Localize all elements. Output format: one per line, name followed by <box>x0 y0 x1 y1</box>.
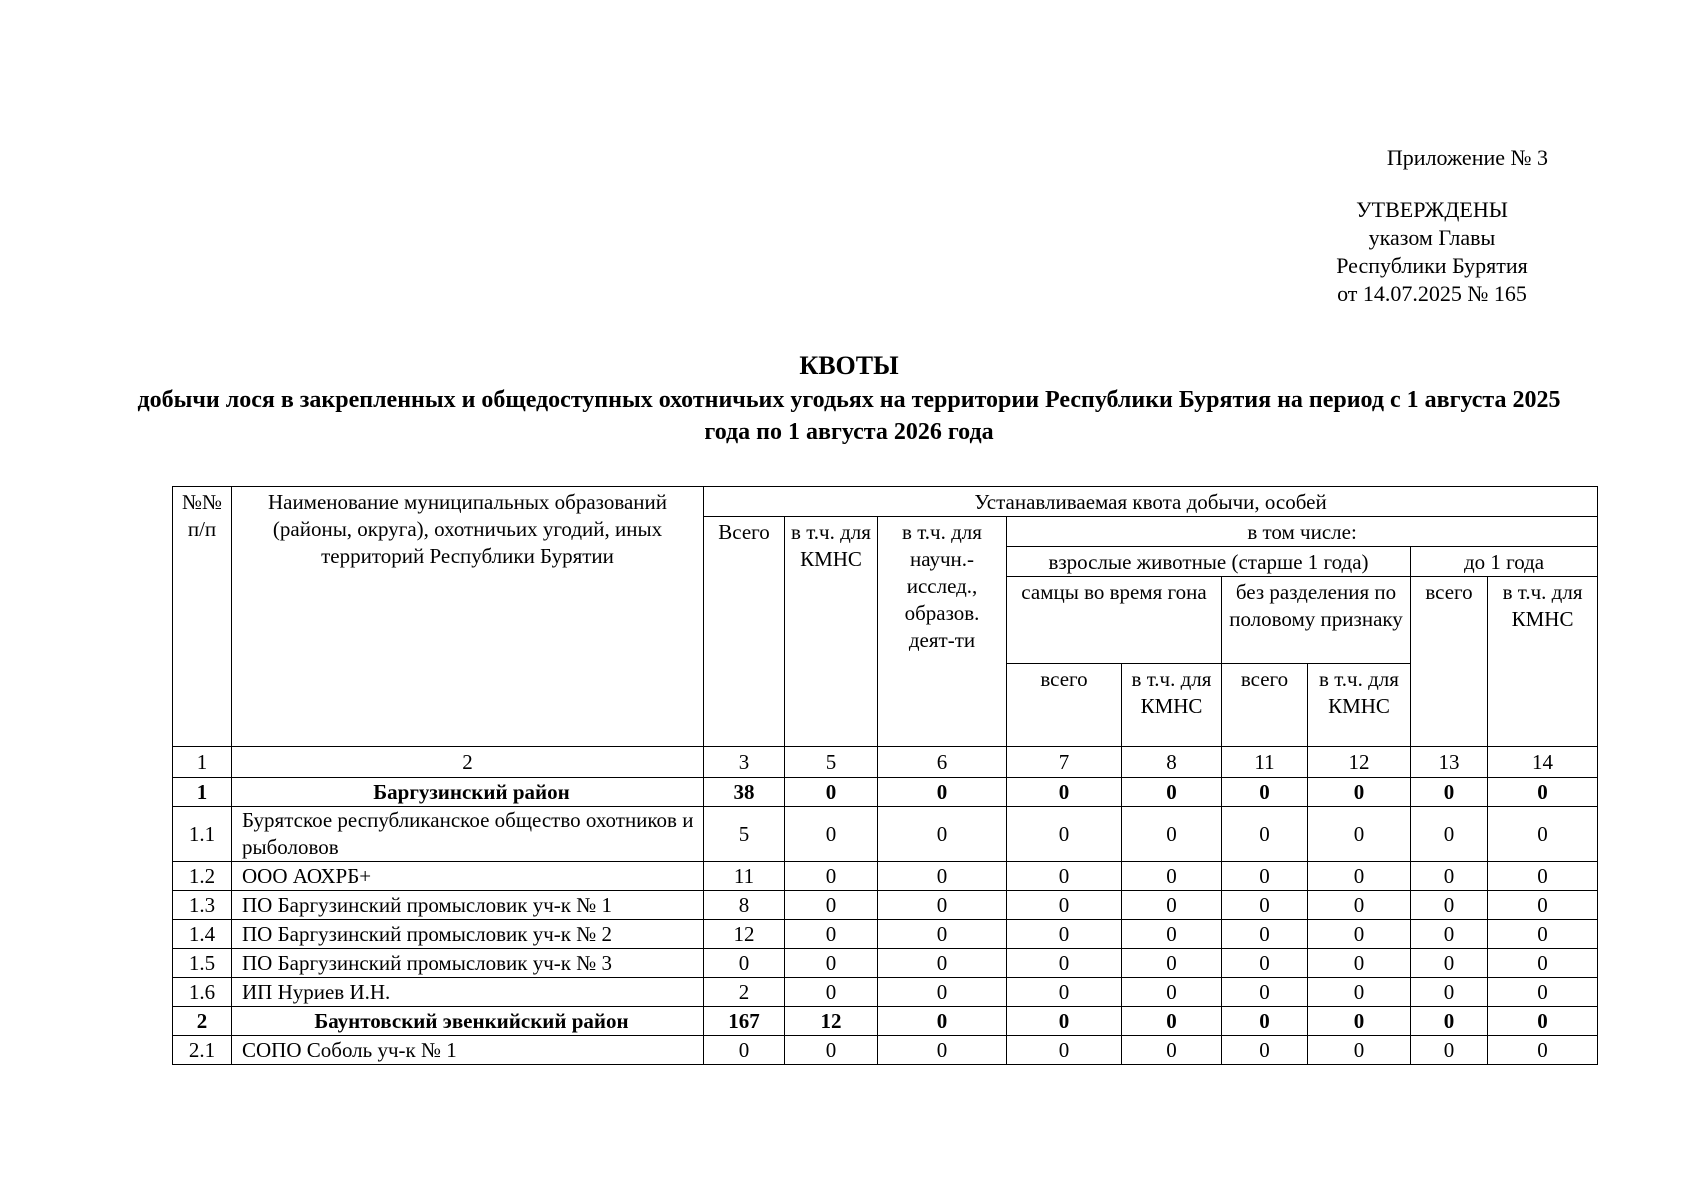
column-number: 3 <box>704 747 785 778</box>
row-value: 0 <box>1007 1007 1122 1036</box>
row-value: 0 <box>785 891 878 920</box>
column-number: 7 <box>1007 747 1122 778</box>
row-value: 38 <box>704 778 785 807</box>
row-name: Бурятское республиканское общество охотников и рыболовов <box>232 807 704 862</box>
row-number: 1.6 <box>173 978 232 1007</box>
row-value: 0 <box>878 1036 1007 1065</box>
approval-stamp <box>1316 196 1548 308</box>
row-value: 0 <box>1488 891 1598 920</box>
row-value: 0 <box>1222 978 1308 1007</box>
row-value: 0 <box>1007 807 1122 862</box>
row-value: 2 <box>704 978 785 1007</box>
header-males-kmns: в т.ч. для КМНС <box>1122 664 1222 747</box>
row-value: 0 <box>1122 1036 1222 1065</box>
row-value: 0 <box>1222 1036 1308 1065</box>
row-value: 0 <box>1488 862 1598 891</box>
decree-label: указом Главы <box>1368 225 1496 250</box>
quota-table-body <box>173 747 1598 1065</box>
row-value: 0 <box>1122 862 1222 891</box>
row-value: 0 <box>1488 920 1598 949</box>
header-adults: взрослые животные (старше 1 года) <box>1007 547 1411 577</box>
table-row <box>173 949 1598 978</box>
row-value: 0 <box>785 862 878 891</box>
row-value: 0 <box>1122 949 1222 978</box>
row-value: 0 <box>1308 807 1411 862</box>
row-value: 0 <box>1007 891 1122 920</box>
row-value: 0 <box>878 978 1007 1007</box>
row-value: 0 <box>785 1036 878 1065</box>
row-value: 0 <box>785 920 878 949</box>
header-name: Наименование муниципальных образований (районы, округа), охотничьих угодий, иных территорий Республики Бурятии <box>232 487 704 747</box>
district-row <box>173 778 1598 807</box>
column-number: 5 <box>785 747 878 778</box>
district-row <box>173 1007 1598 1036</box>
row-number: 2.1 <box>173 1036 232 1065</box>
column-number: 14 <box>1488 747 1598 778</box>
column-number: 11 <box>1222 747 1308 778</box>
row-name: СОПО Соболь уч-к № 1 <box>232 1036 704 1065</box>
approved-label: УТВЕРЖДЕНЫ <box>1356 197 1508 222</box>
row-value: 0 <box>1122 807 1222 862</box>
row-name: ПО Баргузинский промысловик уч-к № 3 <box>232 949 704 978</box>
row-value: 0 <box>1007 920 1122 949</box>
header-under1-kmns: в т.ч. для КМНС <box>1488 577 1598 747</box>
row-value: 0 <box>1411 778 1488 807</box>
row-name: ИП Нуриев И.Н. <box>232 978 704 1007</box>
column-number: 6 <box>878 747 1007 778</box>
row-value: 0 <box>704 949 785 978</box>
document-title <box>0 348 1698 448</box>
row-number: 1.5 <box>173 949 232 978</box>
row-number: 1.2 <box>173 862 232 891</box>
row-value: 0 <box>1122 778 1222 807</box>
row-value: 0 <box>1007 862 1122 891</box>
row-number: 1.1 <box>173 807 232 862</box>
header-number: №№ п/п <box>173 487 232 747</box>
column-number: 12 <box>1308 747 1411 778</box>
row-value: 0 <box>1411 920 1488 949</box>
header-including: в том числе: <box>1007 517 1598 547</box>
row-value: 12 <box>704 920 785 949</box>
header-males-total: всего <box>1007 664 1122 747</box>
row-number: 2 <box>173 1007 232 1036</box>
row-value: 0 <box>1308 891 1411 920</box>
row-value: 5 <box>704 807 785 862</box>
row-value: 0 <box>785 807 878 862</box>
row-value: 0 <box>1007 778 1122 807</box>
row-value: 0 <box>1308 1036 1411 1065</box>
row-name: ПО Баргузинский промысловик уч-к № 1 <box>232 891 704 920</box>
column-number: 2 <box>232 747 704 778</box>
row-value: 0 <box>1488 1036 1598 1065</box>
row-value: 8 <box>704 891 785 920</box>
row-value: 0 <box>1007 978 1122 1007</box>
title-subtitle: добычи лося в закрепленных и общедоступных охотничьих угодьях на территории Республики Бурятия на период с 1 августа 2025 года по 1 августа 2026 года <box>137 387 1561 445</box>
row-value: 0 <box>878 862 1007 891</box>
table-row <box>173 891 1598 920</box>
header-no-sex: без разделения по половому признаку <box>1222 577 1411 664</box>
row-value: 0 <box>1222 778 1308 807</box>
republic-label: Республики Бурятия <box>1336 253 1528 278</box>
row-value: 11 <box>704 862 785 891</box>
row-value: 0 <box>1007 949 1122 978</box>
row-value: 0 <box>1222 891 1308 920</box>
row-value: 0 <box>1222 920 1308 949</box>
appendix-label: Приложение № 3 <box>1386 145 1548 170</box>
row-value: 0 <box>878 891 1007 920</box>
row-number: 1.3 <box>173 891 232 920</box>
row-name: Баргузинский район <box>232 778 704 807</box>
row-value: 0 <box>785 978 878 1007</box>
row-value: 0 <box>878 949 1007 978</box>
row-value: 0 <box>1488 978 1598 1007</box>
row-value: 0 <box>1308 1007 1411 1036</box>
row-value: 0 <box>1122 920 1222 949</box>
row-value: 12 <box>785 1007 878 1036</box>
row-value: 0 <box>1222 862 1308 891</box>
column-number: 1 <box>173 747 232 778</box>
row-value: 0 <box>1308 778 1411 807</box>
row-value: 0 <box>1308 949 1411 978</box>
header-under1: до 1 года <box>1411 547 1598 577</box>
column-numbers-row <box>173 747 1598 778</box>
row-value: 0 <box>1308 978 1411 1007</box>
row-value: 0 <box>1222 807 1308 862</box>
row-value: 0 <box>1222 949 1308 978</box>
row-value: 0 <box>1411 1007 1488 1036</box>
decree-date-number: от 14.07.2025 № 165 <box>1337 281 1527 306</box>
row-value: 0 <box>878 778 1007 807</box>
table-row <box>173 1036 1598 1065</box>
header-nosex-total: всего <box>1222 664 1308 747</box>
row-number: 1.4 <box>173 920 232 949</box>
row-value: 0 <box>878 1007 1007 1036</box>
row-value: 0 <box>704 1036 785 1065</box>
table-row <box>173 862 1598 891</box>
row-value: 0 <box>1411 978 1488 1007</box>
table-row <box>173 807 1598 862</box>
row-value: 167 <box>704 1007 785 1036</box>
row-value: 0 <box>1488 778 1598 807</box>
header-males-rut: самцы во время гона <box>1007 577 1222 664</box>
header-under1-total: всего <box>1411 577 1488 747</box>
row-value: 0 <box>785 778 878 807</box>
table-row <box>173 978 1598 1007</box>
row-name: ПО Баргузинский промысловик уч-к № 2 <box>232 920 704 949</box>
row-value: 0 <box>1007 1036 1122 1065</box>
header-science: в т.ч. для научн.- исслед., образов. деят-ти <box>878 517 1007 747</box>
row-value: 0 <box>1122 1007 1222 1036</box>
row-value: 0 <box>1122 978 1222 1007</box>
row-value: 0 <box>785 949 878 978</box>
column-number: 13 <box>1411 747 1488 778</box>
column-number: 8 <box>1122 747 1222 778</box>
row-value: 0 <box>1411 949 1488 978</box>
row-value: 0 <box>1308 862 1411 891</box>
row-value: 0 <box>1222 1007 1308 1036</box>
row-value: 0 <box>1488 1007 1598 1036</box>
row-value: 0 <box>1308 920 1411 949</box>
header-total: Всего <box>704 517 785 747</box>
row-value: 0 <box>1411 807 1488 862</box>
row-value: 0 <box>1411 862 1488 891</box>
table-row <box>173 920 1598 949</box>
row-value: 0 <box>1411 1036 1488 1065</box>
header-quota: Устанавливаемая квота добычи, особей <box>704 487 1598 517</box>
row-name: ООО АОХРБ+ <box>232 862 704 891</box>
approval-block <box>1288 144 1548 308</box>
row-name: Баунтовский эвенкийский район <box>232 1007 704 1036</box>
row-value: 0 <box>1488 807 1598 862</box>
quota-table <box>172 486 1598 1065</box>
row-number: 1 <box>173 778 232 807</box>
row-value: 0 <box>1122 891 1222 920</box>
title-main: КВОТЫ <box>799 351 899 380</box>
row-value: 0 <box>878 807 1007 862</box>
header-nosex-kmns: в т.ч. для КМНС <box>1308 664 1411 747</box>
header-kmns: в т.ч. для КМНС <box>785 517 878 747</box>
row-value: 0 <box>1411 891 1488 920</box>
row-value: 0 <box>878 920 1007 949</box>
row-value: 0 <box>1488 949 1598 978</box>
